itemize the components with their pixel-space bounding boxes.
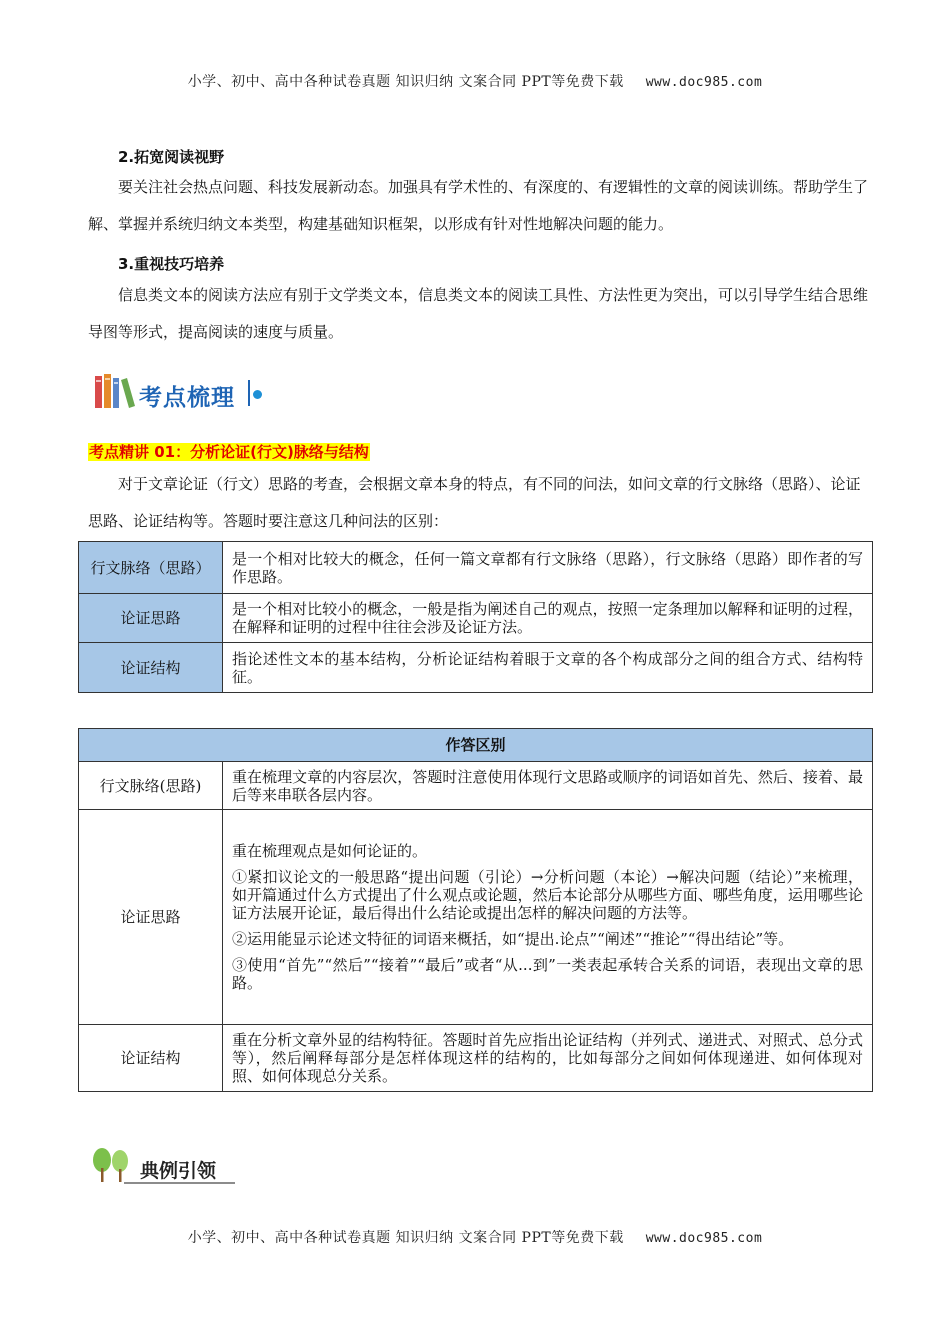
table-header-row — [79, 729, 873, 762]
section-heading-3: 3.重视技巧培养 — [118, 255, 225, 273]
concept-label: 行文脉络（思路） — [79, 542, 223, 594]
example-banner — [90, 1148, 235, 1184]
table-row — [79, 643, 873, 693]
page-footer — [0, 1227, 950, 1247]
concept-table — [78, 541, 873, 693]
concept-text: 指论述性文本的基本结构，分析论证结构着眼于文章的各个构成部分之间的组合方式、结构特征。 — [223, 643, 873, 693]
section-paragraph-2: 要关注社会热点问题、科技发展新动态。加强具有学术性的、有深度的、有逻辑性的文章的阅读训练。帮助学生了解、掌握并系统归纳文本类型，构建基础知识框架，以形成有针对性地解决问题的能力。 — [88, 178, 869, 233]
banner-title: 考点梳理 — [139, 385, 235, 411]
answer-label: 论证结构 — [79, 1025, 223, 1092]
answer-paragraph: ②运用能显示论述文特征的词语来概括，如“提出.论点”“阐述”“推论”“得出结论”等。 — [232, 930, 794, 948]
answer-text: 重在分析文章外显的结构特征。答题时首先应指出论证结构（并列式、递进式、对照式、总分式等），然后阐释每部分是怎样体现这样的结构的，比如每部分之间如何体现递进、如何体现对照、如何体现总分关系。 — [223, 1025, 873, 1092]
answer-paragraph: 重在梳理观点是如何论证的。 — [232, 842, 428, 860]
answer-text-block — [223, 810, 873, 1025]
concept-label: 论证思路 — [79, 594, 223, 643]
section-paragraph-3: 信息类文本的阅读方法应有别于文学类文本，信息类文本的阅读工具性、方法性更为突出，可以引导学生结合思维导图等形式，提高阅读的速度与质量。 — [88, 286, 869, 341]
table-row — [79, 542, 873, 594]
books-icon — [93, 372, 137, 410]
banner-dot-icon — [253, 390, 262, 399]
table-header: 作答区别 — [79, 729, 873, 762]
kaodian-banner — [93, 370, 273, 412]
example-banner-underline — [124, 1182, 235, 1184]
answer-text: 重在梳理文章的内容层次，答题时注意使用体现行文思路或顺序的词语如首先、然后、接着、最后等来串联各层内容。 — [223, 762, 873, 810]
header-url[interactable]: www.doc985.com — [645, 75, 763, 90]
concept-text: 是一个相对比较大的概念，任何一篇文章都有行文脉络（思路），行文脉络（思路）即作者的写作思路。 — [223, 542, 873, 594]
table-row — [79, 810, 873, 1025]
table-row — [79, 1025, 873, 1092]
page-header — [0, 71, 950, 91]
answer-label: 行文脉络(思路) — [79, 762, 223, 810]
tree-icon — [90, 1148, 136, 1184]
table-row — [79, 594, 873, 643]
header-text: 小学、初中、高中各种试卷真题 知识归纳 文案合同 PPT等免费下载 — [187, 74, 624, 90]
answer-paragraph: ③使用“首先”“然后”“接着”“最后”或者“从...到”一类表起承转合关系的词语，表现出文章的思路。 — [232, 956, 863, 992]
section-heading-2: 2.拓宽阅读视野 — [118, 148, 225, 166]
table-row — [79, 762, 873, 810]
example-banner-title: 典例引领 — [140, 1160, 217, 1182]
answer-label: 论证思路 — [79, 810, 223, 1025]
footer-text: 小学、初中、高中各种试卷真题 知识归纳 文案合同 PPT等免费下载 — [187, 1230, 624, 1246]
kaodian-title: 考点精讲 01：分析论证(行文)脉络与结构 — [89, 443, 369, 461]
answer-paragraph: ①紧扣议论文的一般思路“提出问题（引论）→分析问题（本论）→解决问题（结论）”来梳理，如开篇通过什么方式提出了什么观点或论题，然后本论部分从哪些方面、哪些角度，运用哪些论证方法展开论证，最后得出什么结论或提出怎样的解决问题的方法等。 — [232, 868, 863, 922]
answer-difference-table — [78, 728, 873, 1092]
concept-text: 是一个相对比较小的概念，一般是指为阐述自己的观点，按照一定条理加以解释和证明的过程，在解释和证明的过程中往往会涉及论证方法。 — [223, 594, 873, 643]
concept-label: 论证结构 — [79, 643, 223, 693]
footer-url[interactable]: www.doc985.com — [645, 1231, 763, 1246]
kaodian-intro: 对于文章论证（行文）思路的考查，会根据文章本身的特点，有不同的问法，如问文章的行文脉络（思路）、论证思路、论证结构等。答题时要注意这几种问法的区别： — [88, 475, 861, 530]
banner-divider — [248, 380, 250, 406]
